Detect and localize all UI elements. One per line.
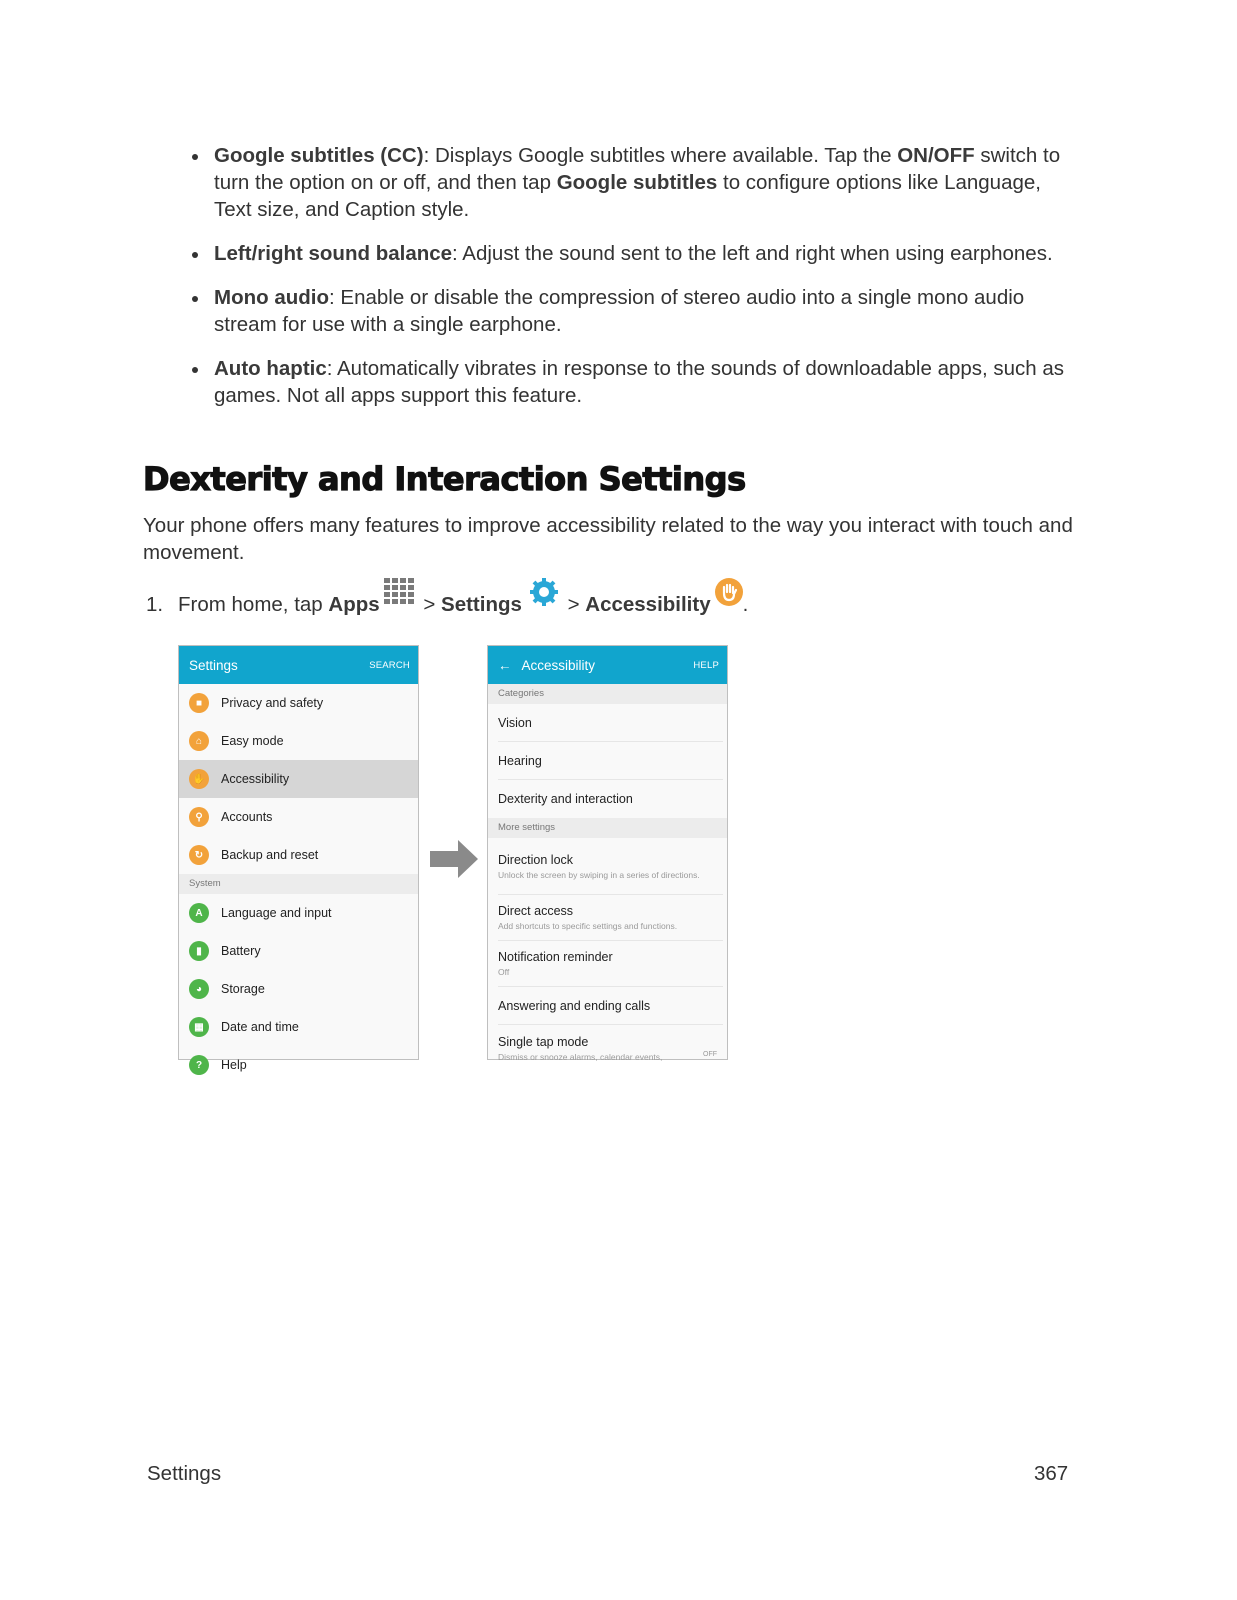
bullet-google-subtitles xyxy=(190,142,1080,223)
item-description: Off xyxy=(498,967,510,977)
footer-section-name: Settings xyxy=(147,1462,222,1485)
item-label: Direction lock xyxy=(498,852,574,867)
settings-item-easy-mode[interactable] xyxy=(179,722,418,760)
term: Mono audio xyxy=(214,286,330,309)
keyboard-icon: A xyxy=(189,903,209,923)
search-button[interactable]: SEARCH xyxy=(369,659,410,671)
item-label: Notification reminder xyxy=(498,950,613,964)
app-bar-title: Accessibility xyxy=(521,657,596,673)
separator: > xyxy=(417,593,442,616)
item-label: Accessibility xyxy=(221,772,290,786)
settings-item-battery[interactable] xyxy=(179,932,418,970)
desc: to configure options like Language, Text size, and Caption style. xyxy=(214,171,1041,221)
separator: > xyxy=(561,593,586,616)
desc: : Displays Google subtitles where available. Tap the xyxy=(423,144,898,167)
item-label: Privacy and safety xyxy=(221,696,324,710)
section-header-more-settings: More settings xyxy=(488,818,727,838)
bullet-dot xyxy=(192,252,198,258)
desc: : Adjust the sound sent to the left and right when using earphones. xyxy=(452,242,1053,265)
settings-label: Settings xyxy=(441,593,522,616)
settings-item-date-time[interactable] xyxy=(179,1008,418,1046)
home-icon: ⌂ xyxy=(189,731,209,751)
item-label: Vision xyxy=(498,715,532,730)
item-label: Dexterity and interaction xyxy=(498,792,633,806)
help-button[interactable]: HELP xyxy=(693,659,719,671)
apps-label: Apps xyxy=(328,593,380,616)
period: . xyxy=(742,593,749,616)
app-bar-title: Settings xyxy=(189,657,238,673)
item-label: Battery xyxy=(221,944,261,958)
item-label: Help xyxy=(221,1058,247,1072)
gear-icon xyxy=(530,578,558,616)
bullet-auto-haptic xyxy=(190,355,1080,409)
settings-item-language[interactable] xyxy=(179,894,418,932)
settings-item-accounts[interactable] xyxy=(179,798,418,836)
item-description: Add shortcuts to specific settings and functions. xyxy=(498,921,678,931)
section-heading: Dexterity and Interaction Settings xyxy=(143,460,746,498)
setting-answering-calls[interactable] xyxy=(498,987,723,1025)
settings-item-accessibility[interactable] xyxy=(179,760,418,798)
feature-list xyxy=(190,142,1080,426)
item-label: Storage xyxy=(221,982,265,996)
bullet-sound-balance xyxy=(190,240,1080,267)
step-text: From home, tap xyxy=(178,593,329,616)
accessibility-screenshot xyxy=(487,645,728,1060)
term: Auto haptic xyxy=(214,357,327,380)
hand-icon xyxy=(715,578,743,616)
bullet-dot xyxy=(192,154,198,160)
ui-label: Google subtitles xyxy=(556,171,718,194)
item-label: Direct access xyxy=(498,904,574,918)
item-label: Language and input xyxy=(221,906,332,920)
desc: : Automatically vibrates in response to the sounds of downloadable apps, such as games. Not all apps support this feature. xyxy=(214,357,1065,407)
section-header-categories: Categories xyxy=(488,684,727,704)
term: Google subtitles (CC) xyxy=(214,144,424,167)
bullet-dot xyxy=(192,367,198,373)
item-label: Easy mode xyxy=(221,734,284,748)
setting-single-tap-mode[interactable] xyxy=(498,1025,723,1071)
toggle-label: OFF xyxy=(703,1051,717,1058)
key-icon: ⚲ xyxy=(189,807,209,827)
calendar-icon: ▦ xyxy=(189,1017,209,1037)
item-label: Backup and reset xyxy=(221,848,319,862)
back-arrow-icon[interactable]: ← xyxy=(498,657,512,673)
settings-item-storage[interactable] xyxy=(179,970,418,1008)
settings-item-backup[interactable] xyxy=(179,836,418,874)
item-label: Accounts xyxy=(221,810,273,824)
term: Left/right sound balance xyxy=(214,242,453,265)
desc: : Enable or disable the compression of stereo audio into a single mono audio stream for use with a single earphone. xyxy=(214,286,1025,336)
category-vision[interactable] xyxy=(498,704,723,742)
category-dexterity[interactable] xyxy=(498,780,723,818)
settings-item-help[interactable] xyxy=(179,1046,418,1084)
step-1 xyxy=(146,586,748,624)
setting-notification-reminder[interactable] xyxy=(498,941,723,987)
section-header-system: System xyxy=(179,874,418,894)
step-number: 1. xyxy=(146,593,164,616)
item-label: Single tap mode xyxy=(498,1034,589,1049)
lock-icon: ■ xyxy=(189,693,209,713)
apps-grid-icon xyxy=(384,578,414,616)
settings-item-privacy[interactable] xyxy=(179,684,418,722)
accessibility-app-bar xyxy=(488,646,727,684)
item-description: Unlock the screen by swiping in a series of directions. xyxy=(498,869,700,880)
bullet-dot xyxy=(192,296,198,302)
category-hearing[interactable] xyxy=(498,742,723,780)
bullet-mono-audio xyxy=(190,284,1080,338)
accessibility-label: Accessibility xyxy=(585,593,711,616)
item-description: Dismiss or snooze alarms, calendar events, xyxy=(498,1051,663,1062)
help-icon: ? xyxy=(189,1055,209,1075)
intro-paragraph: Your phone offers many features to improve accessibility related to the way you interact with touch and movement. xyxy=(143,514,1073,564)
item-label: Answering and ending calls xyxy=(498,998,651,1013)
ui-label: ON/OFF xyxy=(897,144,975,167)
setting-direct-access[interactable] xyxy=(498,895,723,941)
item-label: Date and time xyxy=(221,1020,299,1034)
setting-direction-lock[interactable] xyxy=(498,838,723,895)
hand-icon: ✋ xyxy=(189,769,209,789)
app-bar-title-group xyxy=(498,658,595,673)
storage-icon: ◕ xyxy=(189,979,209,999)
backup-icon: ↻ xyxy=(189,845,209,865)
item-label: Hearing xyxy=(498,753,542,768)
toggle-switch[interactable] xyxy=(703,1051,717,1058)
desc: switch to turn the option on or off, and then tap xyxy=(214,144,1061,194)
settings-screenshot xyxy=(178,645,419,1072)
page-number: 367 xyxy=(1034,1462,1069,1485)
arrow-right-icon xyxy=(430,838,480,880)
settings-app-bar xyxy=(179,646,418,684)
battery-icon: ▮ xyxy=(189,941,209,961)
